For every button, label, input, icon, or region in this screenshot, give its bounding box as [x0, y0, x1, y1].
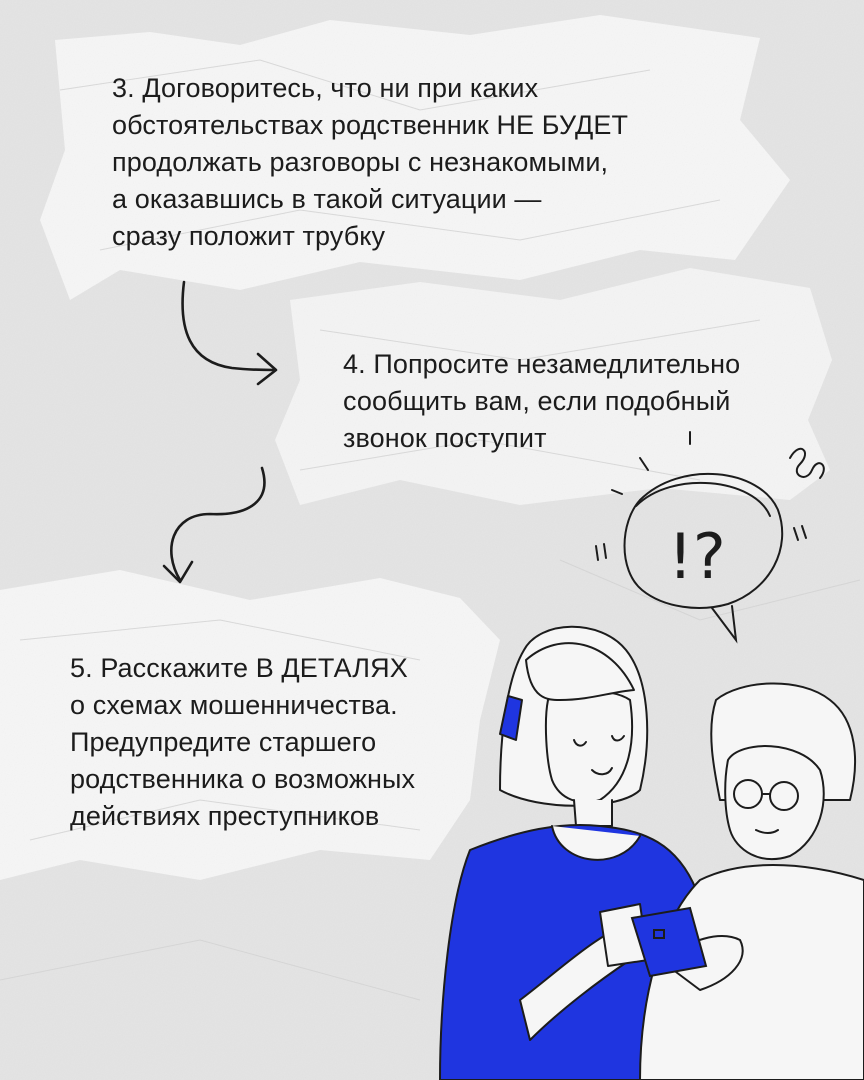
step-3-text: 3. Договоритесь, что ни при каких обстоятельствах родственник НЕ БУДЕТ продолжать разговоры с незнакомыми, а оказавшись в такой ситуации — сразу положит трубку [112, 73, 629, 251]
curved-arrow-icon [164, 468, 264, 582]
step-5-text: 5. Расскажите В ДЕТАЛЯХ о схемах мошенничества. Предупредите старшего родственника о возможных действиях преступников [70, 653, 416, 831]
bubble-symbols: !? [668, 520, 726, 593]
curved-arrow-icon [183, 282, 276, 384]
step-4-text: 4. Попросите незамедлительно сообщить вам, если подобный звонок поступит [343, 349, 741, 453]
